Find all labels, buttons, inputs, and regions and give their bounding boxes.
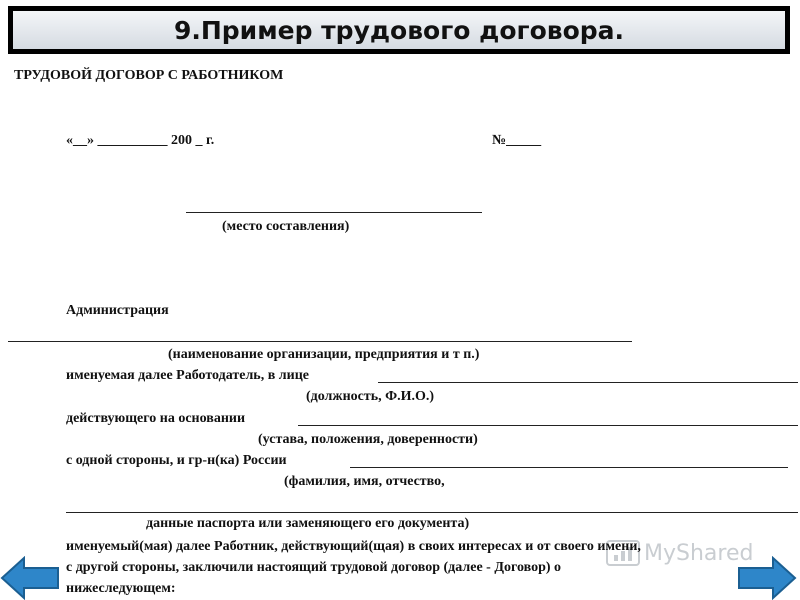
place-blank-line: [186, 212, 482, 213]
document-heading: ТРУДОВОЙ ДОГОВОР С РАБОТНИКОМ: [14, 68, 284, 83]
name-caption: (фамилия, имя, отчество,: [284, 474, 445, 489]
employee-line: именуемый(мая) далее Работник, действующий(щая) в своих интересах и от своего имени,: [66, 539, 641, 554]
basis-caption: (устава, положения, доверенности): [258, 432, 478, 447]
passport-blank-line: [66, 512, 798, 513]
prev-slide-button[interactable]: [0, 556, 62, 600]
organization-blank-line: [8, 341, 632, 342]
next-slide-button[interactable]: [735, 556, 797, 600]
closing-line: нижеследующем:: [66, 581, 176, 596]
agreement-line: с другой стороны, заключили настоящий трудовой договор (далее - Договор) о: [66, 560, 562, 575]
slide-title-bar: [8, 6, 790, 54]
watermark-text: MyShared: [644, 540, 754, 566]
basis-blank-line: [298, 425, 798, 426]
employer-blank-line: [378, 382, 798, 383]
arrow-left-icon: [2, 558, 58, 598]
citizen-blank-line: [350, 467, 788, 468]
slide-title-panel: [13, 11, 785, 49]
slide-title: 9.Пример трудового договора.: [173, 15, 625, 45]
arrow-right-icon: [739, 558, 795, 598]
employer-label: именуемая далее Работодатель, в лице: [66, 368, 309, 383]
citizen-label: с одной стороны, и гр-н(ка) России: [66, 453, 287, 468]
position-caption: (должность, Ф.И.О.): [306, 389, 435, 404]
document-number: №_____: [492, 133, 542, 148]
date-line: «__» __________ 200 _ г.: [66, 133, 215, 148]
organization-caption: (наименование организации, предприятия и т п.): [168, 347, 480, 362]
place-caption: (место составления): [222, 219, 350, 234]
basis-label: действующего на основании: [66, 411, 246, 426]
passport-caption: данные паспорта или заменяющего его документа): [146, 516, 470, 531]
administration-label: Администрация: [66, 303, 169, 318]
